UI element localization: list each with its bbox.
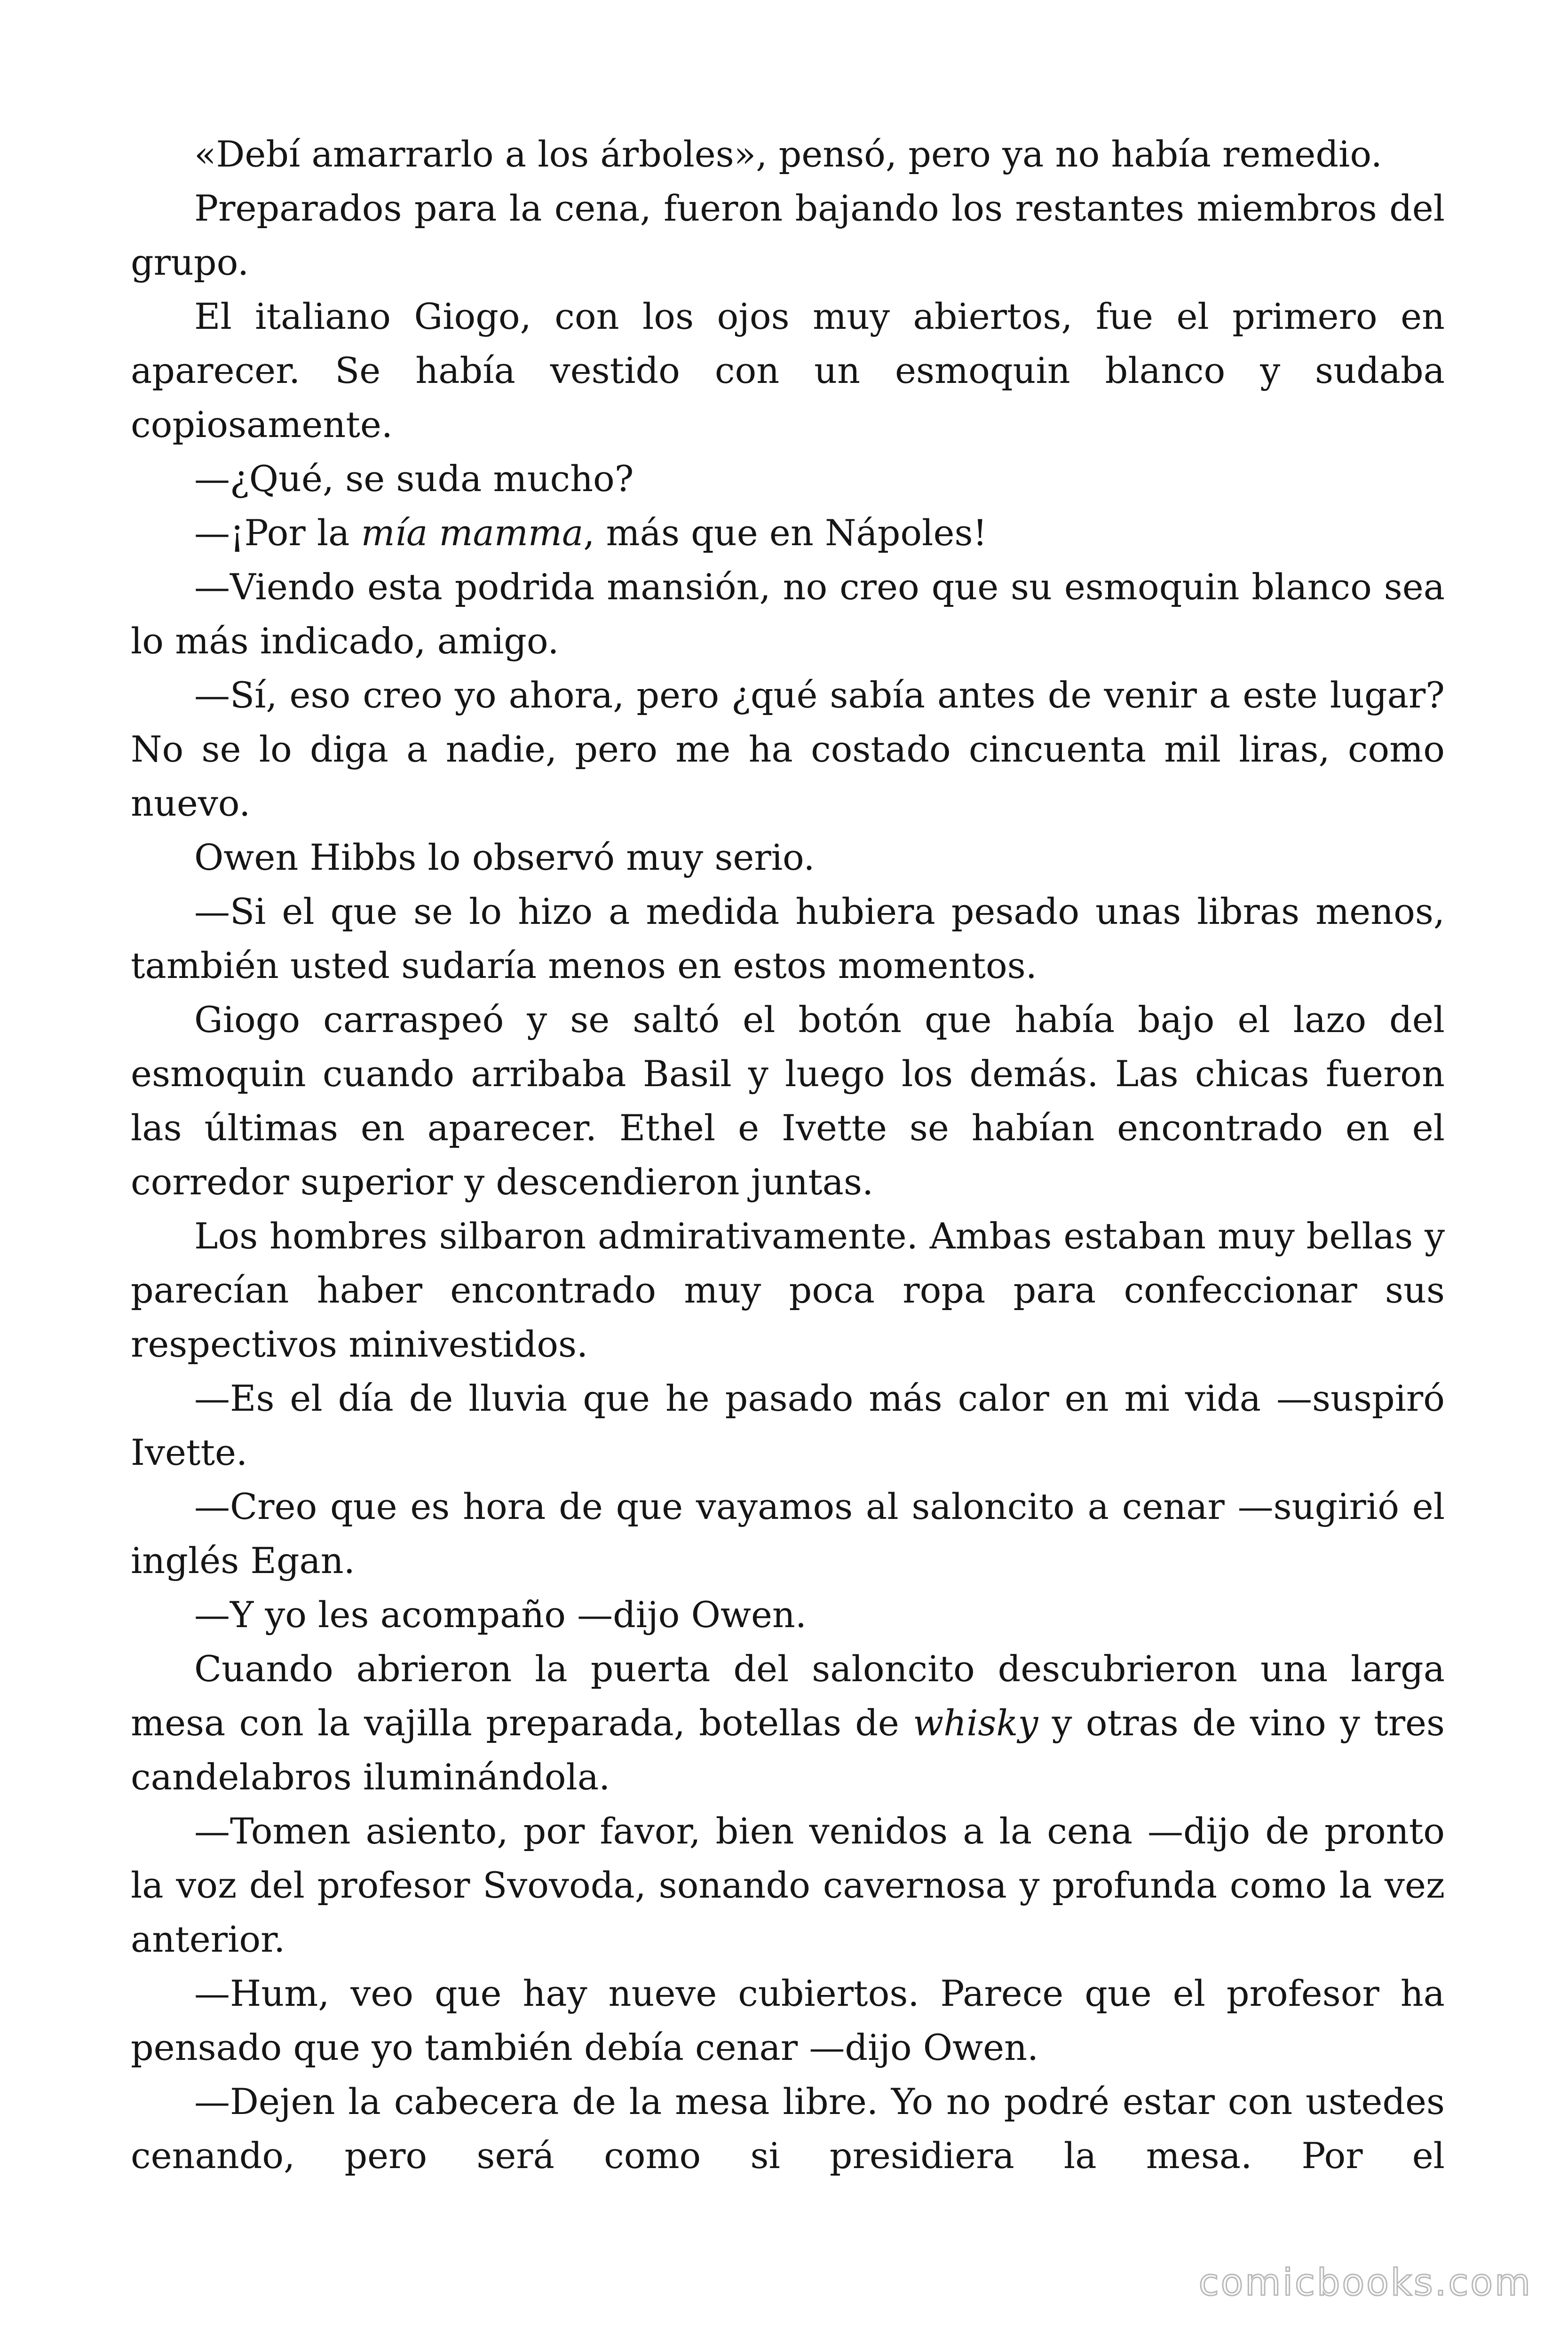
paragraph: —Creo que es hora de que vayamos al saloncito a cenar —sugirió el inglés Egan. xyxy=(131,1486,1445,1581)
paragraph: Giogo carraspeó y se saltó el botón que había bajo el lazo del esmoquin cuando arribaba Basil y luego los demás. Las chicas fueron las últimas en aparecer. Ethel e Ivette se habían encontrado en el corredor superior y descendieron juntas. xyxy=(131,999,1445,1203)
italic-phrase: mía mamma xyxy=(361,512,584,554)
paragraph: «Debí amarrarlo a los árboles», pensó, pero ya no había remedio. xyxy=(194,133,1382,175)
italic-word: whisky xyxy=(913,1702,1038,1744)
paragraph: —Hum, veo que hay nueve cubiertos. Parece que el profesor ha pensado que yo también debía cenar —dijo Owen. xyxy=(131,1972,1445,2068)
paragraph: —¡Por la mía mamma, más que en Nápoles! xyxy=(194,512,988,554)
watermark: comicbooks.com xyxy=(1198,2262,1532,2304)
paragraph: —Y yo les acompaño —dijo Owen. xyxy=(194,1594,807,1636)
paragraph: —¿Qué, se suda mucho? xyxy=(194,458,634,500)
paragraph: Cuando abrieron la puerta del saloncito descubrieron una larga mesa con la vajilla preparada, botellas de whisky y otras de vino y tres candelabros iluminándola. xyxy=(131,1648,1445,1798)
paragraph-continued: —Dejen la cabecera de la mesa libre. Yo no podré estar con ustedes cenando, pero será como si presidiera la mesa. Por el xyxy=(131,2081,1445,2177)
paragraph: —Sí, eso creo yo ahora, pero ¿qué sabía antes de venir a este lugar? No se lo diga a nadie, pero me ha costado cincuenta mil liras, como nuevo. xyxy=(131,674,1445,824)
paragraph: Owen Hibbs lo observó muy serio. xyxy=(194,836,815,878)
paragraph: —Si el que se lo hizo a medida hubiera pesado unas libras menos, también usted sudaría menos en estos momentos. xyxy=(131,890,1445,986)
body-text xyxy=(131,127,1445,2183)
paragraph: —Es el día de lluvia que he pasado más calor en mi vida —suspiró Ivette. xyxy=(131,1377,1445,1473)
paragraph: Los hombres silbaron admirativamente. Ambas estaban muy bellas y parecían haber encontrado muy poca ropa para confeccionar sus respectivos minivestidos. xyxy=(131,1215,1445,1365)
paragraph: —Tomen asiento, por favor, bien venidos a la cena —dijo de pronto la voz del profesor Svovoda, sonando cavernosa y profunda como la vez anterior. xyxy=(131,1810,1445,1960)
paragraph: —Viendo esta podrida mansión, no creo que su esmoquin blanco sea lo más indicado, amigo. xyxy=(131,566,1445,662)
paragraph: El italiano Giogo, con los ojos muy abiertos, fue el primero en aparecer. Se había vestido con un esmoquin blanco y sudaba copiosamente. xyxy=(131,295,1445,445)
paragraph: Preparados para la cena, fueron bajando los restantes miembros del grupo. xyxy=(131,187,1445,283)
